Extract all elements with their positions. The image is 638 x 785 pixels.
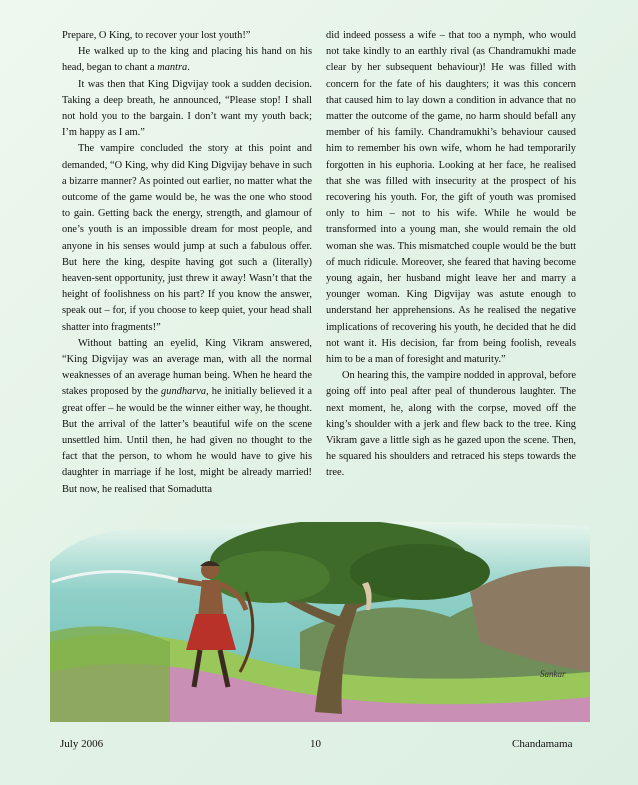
artist-signature: Sankar <box>540 669 566 679</box>
tree-canopy <box>210 551 330 603</box>
paragraph-text: He walked up to the king and placing his hand on his head, began to chant a <box>62 46 312 74</box>
grass-left <box>50 626 170 722</box>
footer-date: July 2006 <box>60 738 104 750</box>
italic-word: gundharva <box>161 386 207 398</box>
page-number: 10 <box>310 738 321 750</box>
paragraph: The vampire concluded the story at this point and demanded, “O King, why did King Digvijay behave in such a bizarre manner? As pointed out earlier, no matter what the outcome of the game would be, he was the one who stood to gain. Getting back the energy, strength, and glamour of one’s youth is an impossible dream for most people, and anyone in his senses would jump at such a fabulous offer. But here the king, despite having got such a (literally) heaven-sent opportunity, just threw it away! Wasn’t that the height of foolishness on his part? If you know the answer, speak out – for, if you choose to keep quiet, your head shall shatter into fragments!” <box>62 143 312 333</box>
paragraph-text: Without batting an eyelid, King Vikram answered, “King Digvijay was an average man, with all the normal weaknesses of an average human being. When he heard the stakes proposed by the <box>62 337 312 398</box>
paragraph <box>62 336 312 498</box>
story-illustration <box>50 522 590 722</box>
italic-word: mantra <box>157 62 188 74</box>
paragraph: It was then that King Digvijay took a sudden decision. Taking a deep breath, he announced, “Please stop! I shall not hold you to the bargain. I don’t want my youth back; I’m happy as I am.” <box>62 78 312 139</box>
paragraph: He walked up to the king and placing his hand on his head, began to chant a mantra. <box>62 46 312 74</box>
paragraph: Prepare, O King, to recover your lost youth!” <box>62 30 251 41</box>
paragraph: On hearing this, the vampire nodded in approval, before going off into peal after peal of thunderous laughter. The next moment, he, along with the corpse, moved off the king’s shoulder with a jerk and flew back to the tree. King Vikram gave a little sigh as he gazed upon the scene. Then, he squared his shoulders and retraced his steps towards the tree. <box>326 370 576 479</box>
magazine-name: Chandamama <box>512 738 573 750</box>
paragraph: did indeed possess a wife – that too a nymph, who would not take kindly to an earthly rival (as Chandramukhi made clear by her subsequent behaviour)! He was filled with concern for the fate of his daughters; it was this concern that caused him to lay down a condition in advance that no matter the outcome of the game, no harm should befall any member of his family. Chandramukhi’s behaviour caused him to remember his own wife, whom he had temporarily forgotten in his euphoria. Looking at her face, he realised that she was filled with insecurity at the prospect of his recovering his youth. For, the gift of youth was promised only to him – not to his wife. While he would be transformed into a young man, she would remain the old woman she was. This mismatched couple would be the butt of much ridicule. Moreover, she feared that having become young again, her husband might leave her and marry a younger woman. King Digvijay was astute enough to understand her apprehensions. As he realised the negative implications of recovering his youth, he decided that he did not want it. His decision, far from being foolish, reveals him to be a man of foresight and maturity.” <box>326 30 576 366</box>
right-text-column <box>326 28 576 482</box>
left-text-column <box>62 28 312 498</box>
paragraph-text: , he initially believed it a great offer – he would be the winner either way, he thought. But the arrival of the latter’s beautiful wife on the scene unsettled him. Until then, he had given no thought to the fact that the person, to whom he would have to give his daughter in marriage if he lost, might be already married! But now, he realised that Somadutta <box>62 386 312 495</box>
